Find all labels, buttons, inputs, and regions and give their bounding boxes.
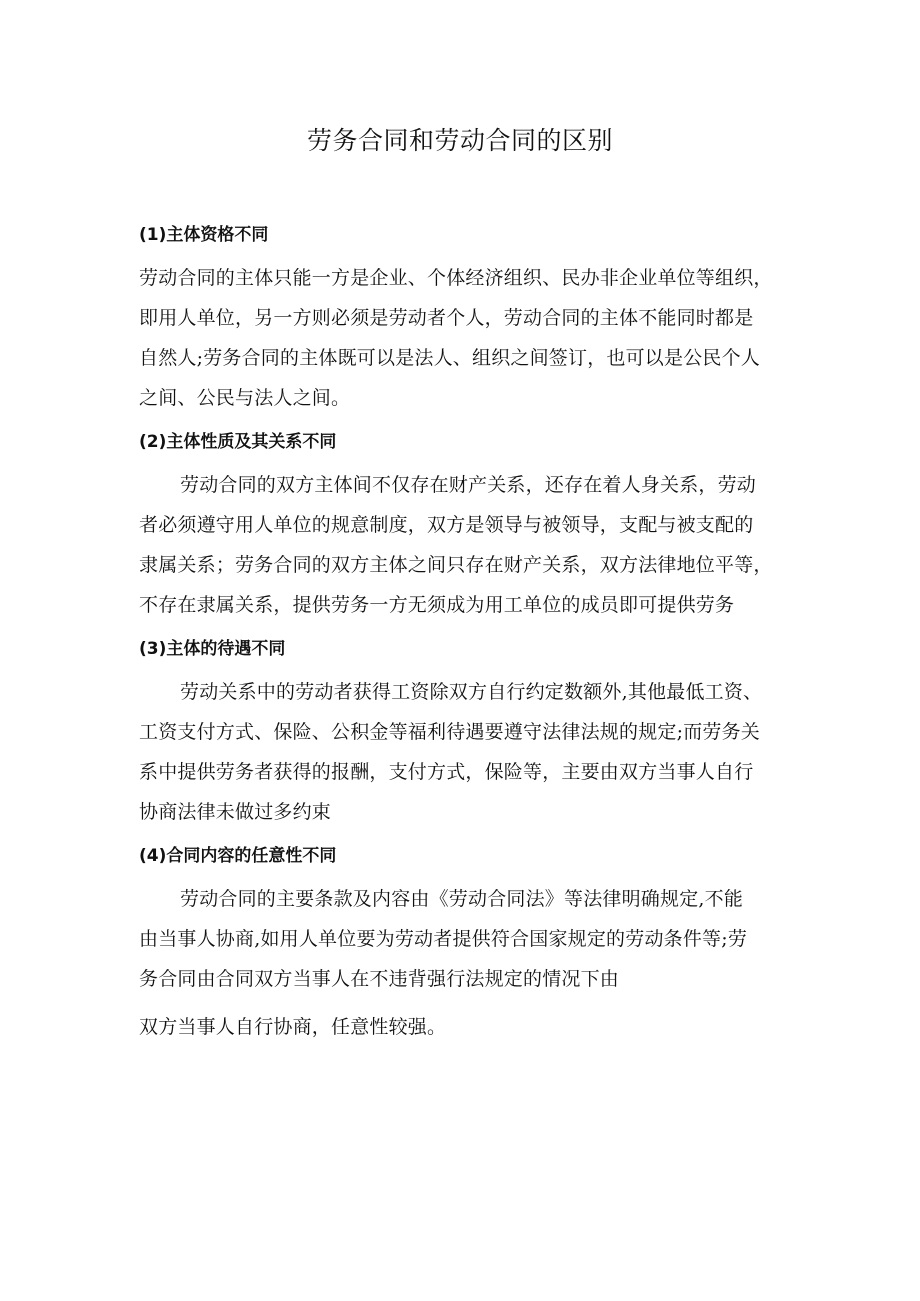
section-paragraph-3 [139, 672, 784, 832]
paragraph-line: 即用人单位，另一方则必须是劳动者个人，劳动合同的主体不能同时都是 [139, 307, 754, 329]
paragraph-line: 隶属关系；劳务合同的双方主体之间只存在财产关系，双方法律地位平等， [139, 554, 773, 576]
section-paragraph-1 [139, 258, 784, 418]
document-body [139, 215, 784, 1047]
paragraph-line: 者必须遵守用人单位的规意制度，双方是领导与被领导，支配与被支配的 [139, 514, 754, 536]
section-heading-4: (4)合同内容的任意性不同 [139, 846, 337, 866]
paragraph-line: 不存在隶属关系，提供劳务一方无须成为用工单位的成员即可提供劳务 [139, 594, 735, 616]
paragraph-line: 双方当事人自行协商，任意性较强。 [139, 1016, 447, 1038]
section-paragraph-4 [139, 879, 784, 1047]
paragraph-line: 之间、公民与法人之间。 [139, 387, 351, 409]
paragraph-line: 工资支付方式、保险、公积金等福利待遇要遵守法律法规的规定;而劳务关 [139, 721, 761, 743]
document-title: 劳务合同和劳动合同的区别 [306, 126, 613, 155]
section-heading-1: (1)主体资格不同 [139, 225, 269, 245]
paragraph-line: 劳动关系中的劳动者获得工资除双方自行约定数额外,其他最低工资、 [180, 681, 763, 703]
paragraph-line: 自然人;劳务合同的主体既可以是法人、组织之间签订，也可以是公民个人 [139, 347, 761, 369]
section-paragraph-2 [139, 465, 784, 625]
paragraph-line: 协商法律未做过多约束 [139, 801, 332, 823]
paragraph-line: 务合同由合同双方当事人在不违背强行法规定的情况下由 [139, 968, 620, 990]
paragraph-line: 由当事人协商,如用人单位要为劳动者提供符合国家规定的劳动条件等;劳 [139, 928, 748, 950]
paragraph-line: 劳动合同的主体只能一方是企业、个体经济组织、民办非企业单位等组织， [139, 267, 773, 289]
paragraph-line: 劳动合同的双方主体间不仅存在财产关系，还存在着人身关系，劳动 [180, 474, 757, 496]
section-heading-3: (3)主体的待遇不同 [139, 639, 286, 659]
paragraph-line: 劳动合同的主要条款及内容由《劳动合同法》等法律明确规定,不能 [180, 888, 744, 910]
paragraph-line: 系中提供劳务者获得的报酬，支付方式，保险等，主要由双方当事人自行 [139, 761, 754, 783]
section-heading-2: (2)主体性质及其关系不同 [139, 432, 337, 452]
